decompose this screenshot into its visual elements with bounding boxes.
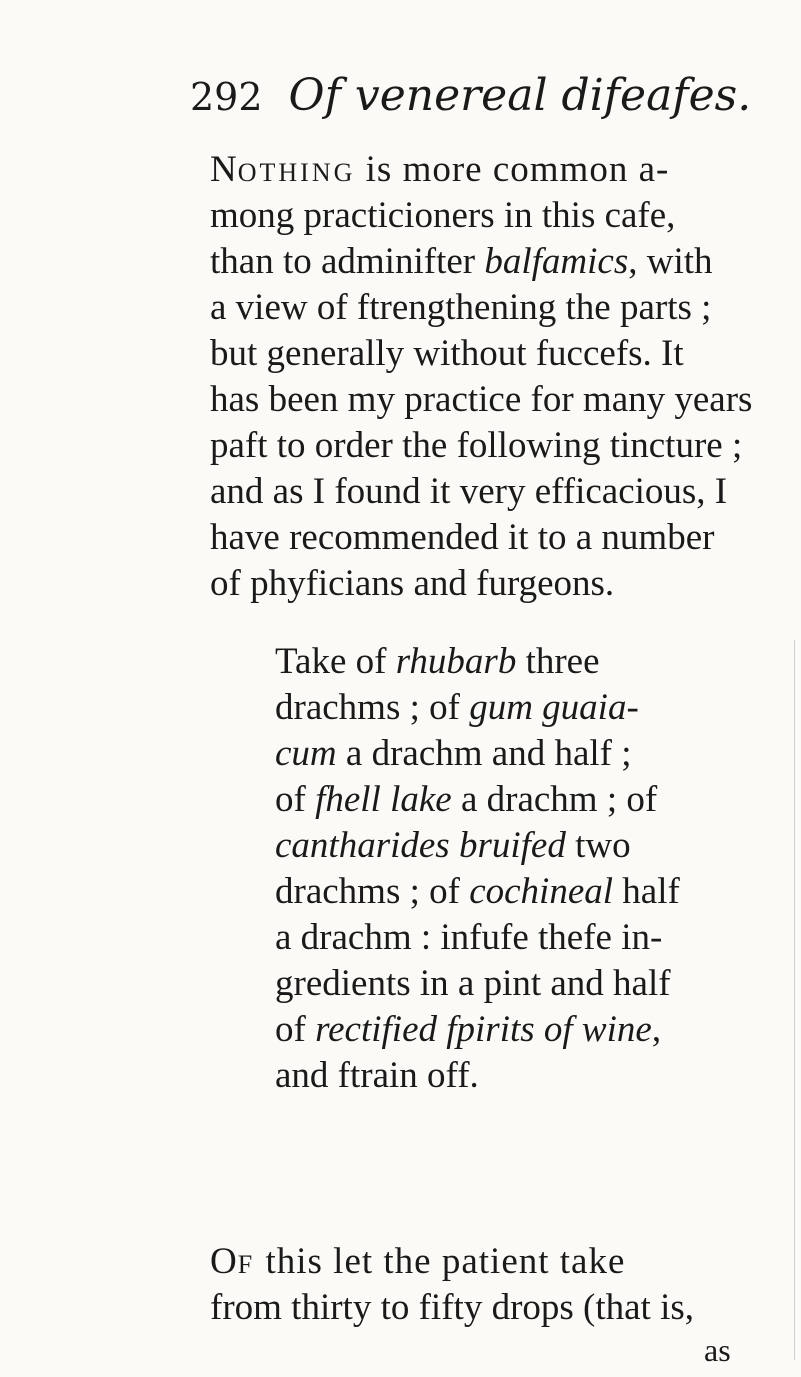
drop-initial: N (210, 149, 238, 190)
italic-term: fhell lake (315, 779, 452, 820)
line-text: is more common a- (355, 149, 670, 190)
line-text: two (565, 825, 631, 866)
line-text: a drachm and half ; (336, 733, 632, 774)
line-text: than to adminifter (210, 241, 485, 282)
running-header (190, 66, 751, 127)
italic-term: rhubarb (395, 641, 517, 682)
italic-term: cantharides bruifed (275, 825, 566, 866)
italic-term: gum guaia- (469, 687, 639, 728)
small-caps-word: OTHING (237, 158, 356, 187)
recipe-line-7: a drachm : infufe thefe in- (275, 917, 663, 958)
italic-term: cum (275, 733, 337, 774)
line-text: drachms ; of (275, 871, 470, 912)
recipe-line-6 (275, 870, 680, 914)
catchword: as (704, 1332, 731, 1368)
paragraph-3-line-2: from thirty to fifty drops (that is, (210, 1287, 695, 1328)
page-edge-line (794, 640, 795, 1360)
line-text: Take of (275, 641, 396, 682)
page-number: 292 (190, 75, 263, 119)
recipe-line-2 (275, 686, 639, 730)
line-text: , (651, 1009, 662, 1050)
paragraph-1-line-6: has been my practice for many years (210, 379, 753, 420)
italic-term: balfamics (484, 241, 629, 282)
paragraph-1-line-2: mong practicioners in this cafe, (210, 195, 676, 236)
italic-term: cochineal (469, 871, 614, 912)
recipe-line-8: gredients in a pint and half (275, 963, 671, 1004)
paragraph-1-line-9: have recommended it to a number (210, 517, 715, 558)
line-text: a drachm ; of (451, 779, 658, 820)
paragraph-1-line-3 (210, 240, 713, 284)
line-text: , with (628, 241, 713, 282)
italic-term: rectified fpirits of wine (315, 1009, 652, 1050)
paragraph-3-line-1 (210, 1240, 625, 1287)
small-caps-word: F (237, 1250, 256, 1279)
line-text: three (516, 641, 600, 682)
paragraph-1-line-1 (210, 148, 669, 195)
paragraph-1-line-4: a view of ftrengthening the parts ; (210, 287, 712, 328)
recipe-line-9 (275, 1008, 661, 1052)
drop-initial: O (210, 1241, 238, 1282)
paragraph-1-line-8: and as I found it very efficacious, I (210, 471, 728, 512)
recipe-line-4 (275, 778, 657, 822)
recipe-line-10: and ftrain off. (275, 1055, 479, 1096)
paragraph-1-line-5: but generally without fuccefs. It (210, 333, 684, 374)
line-text: drachms ; of (275, 687, 470, 728)
recipe-line-3 (275, 732, 632, 776)
line-text: this let the patient take (255, 1241, 626, 1282)
running-title: Of venereal difeafes. (288, 70, 752, 121)
paragraph-1-line-10: of phyficians and furgeons. (210, 563, 615, 604)
recipe-line-1 (275, 640, 600, 684)
line-text: half (613, 871, 680, 912)
line-text: of (275, 1009, 316, 1050)
paragraph-1-line-7: paft to order the following tincture ; (210, 425, 743, 466)
line-text: of (275, 779, 316, 820)
recipe-line-5 (275, 824, 631, 868)
